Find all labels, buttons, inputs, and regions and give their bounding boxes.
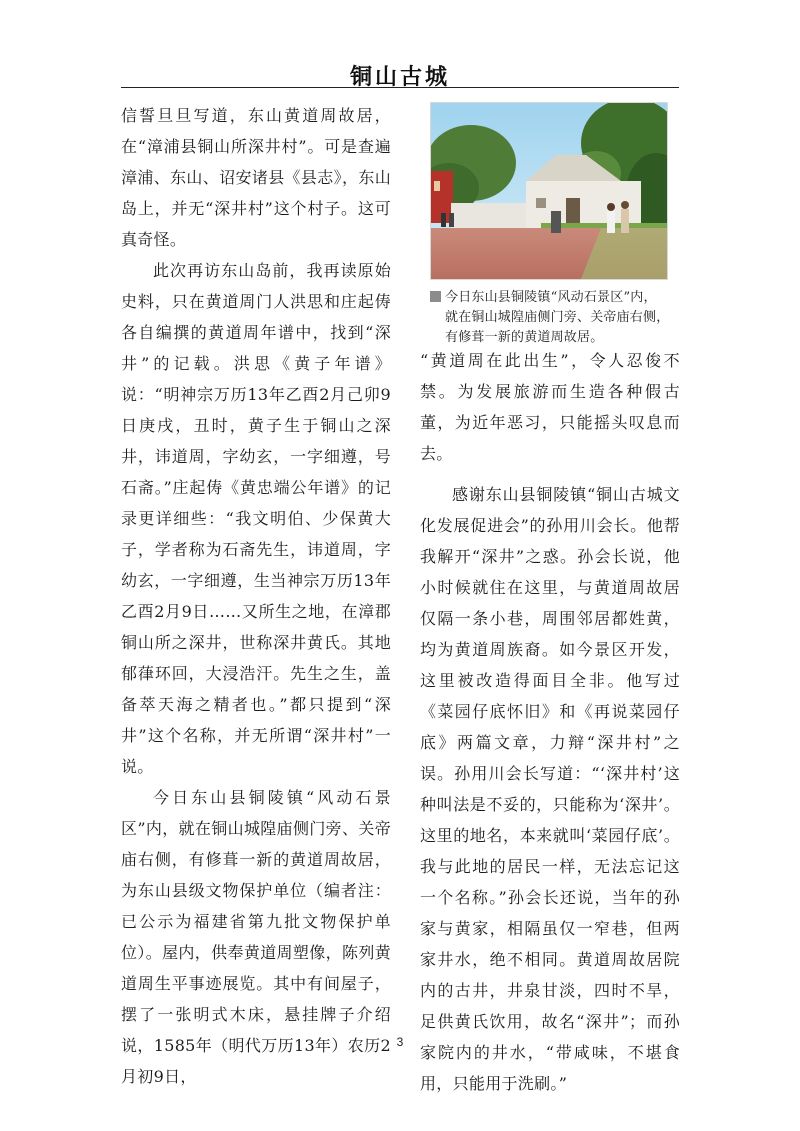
caption-line: 有修葺一新的黄道周故居。 xyxy=(445,330,604,345)
photo-huang-daozhou-former-residence xyxy=(430,102,668,280)
paragraph: “黄道周在此出生”，令人忍俊不禁。为发展旅游而生造各种假古董，为近年恶习，只能摇头叹息而去。 xyxy=(420,351,680,463)
figure-caption xyxy=(430,288,680,348)
paragraph: 感谢东山县铜陵镇“铜山古城文化发展促进会”的孙用川会长。他帮我解开“深井”之惑。孙会长说，他小时候就住在这里，与黄道周故居仅隔一条小巷，周围邻居都姓黄，均为黄道周族裔。如今景区开发，这里被改造得面目全非。他写过《菜园仔底怀旧》和《再说菜园仔底》两篇文章，力辩“深井村”之误。孙用川会长写道：“‘深井村’这种叫法是不妥的，只能称为‘深井’。这里的地名，本来就叫‘菜园仔底’。我与此地的居民一样，无法忘记这一个名称。”孙会长还说，当年的孙家与黄家，相隔虽仅一窄巷，但两家井水，绝不相同。黄道周故居院内的古井，井泉甘淡，四时不旱，足供黄氏饮用，故名“深井”；而孙家院内的井水，“带咸味，不堪食用，只能用于洗刷。” xyxy=(420,485,680,1093)
left-text-column xyxy=(121,100,391,1092)
paragraph: 今日东山县铜陵镇“风动石景区”内，就在铜山城隍庙侧门旁、关帝庙右侧，有修葺一新的黄道周故居，为东山县级文物保护单位（编者注：已公示为福建省第九批文物保护单位）。屋内，供奉黄道周塑像，陈列黄道周生平事迹展览。其中有间屋子，摆了一张明式木床，悬挂牌子介绍说，1585年（明代万历13年）农历2月初9日， xyxy=(121,788,391,1086)
right-text-column xyxy=(420,345,680,1099)
caption-line: 就在铜山城隍庙侧门旁、关帝庙右侧， xyxy=(445,310,670,325)
running-header-title: 铜山古城 xyxy=(349,64,450,90)
page-number: 3 xyxy=(396,1035,404,1049)
header-divider xyxy=(121,87,679,88)
paragraph: 此次再访东山岛前，我再读原始史料，只在黄道周门人洪思和庄起俦各自编撰的黄道周年谱中，找到“深井”的记载。洪思《黄子年谱》说：“明神宗万历13年乙酉2月己卯9日庚戌，丑时，黄子生于铜山之深井，讳道周，字幼玄，一字细遵，号石斋。”庄起俦《黄忠端公年谱》的记录更详细些：“我文明伯、少保黄大子，学者称为石斋先生，讳道周，字幼玄，一字细遵，生当神宗万历13年乙酉2月9日……又所生之地，在漳郡铜山所之深井，世称深井黄氏。其地郁葎环回，大浸浩汗。先生之生，盖备萃天海之精者也。”都只提到“深井”这个名称，并无所谓“深井村”一说。 xyxy=(121,261,391,776)
caption-line: 今日东山县铜陵镇“风动石景区”内， xyxy=(430,288,680,308)
caption-marker-icon xyxy=(430,291,441,302)
paragraph: 信誓旦旦写道，东山黄道周故居，在“漳浦县铜山所深井村”。可是查遍漳浦、东山、诏安诸县《县志》，东山岛上，并无“深井村”这个村子。这可真奇怪。 xyxy=(121,106,391,249)
